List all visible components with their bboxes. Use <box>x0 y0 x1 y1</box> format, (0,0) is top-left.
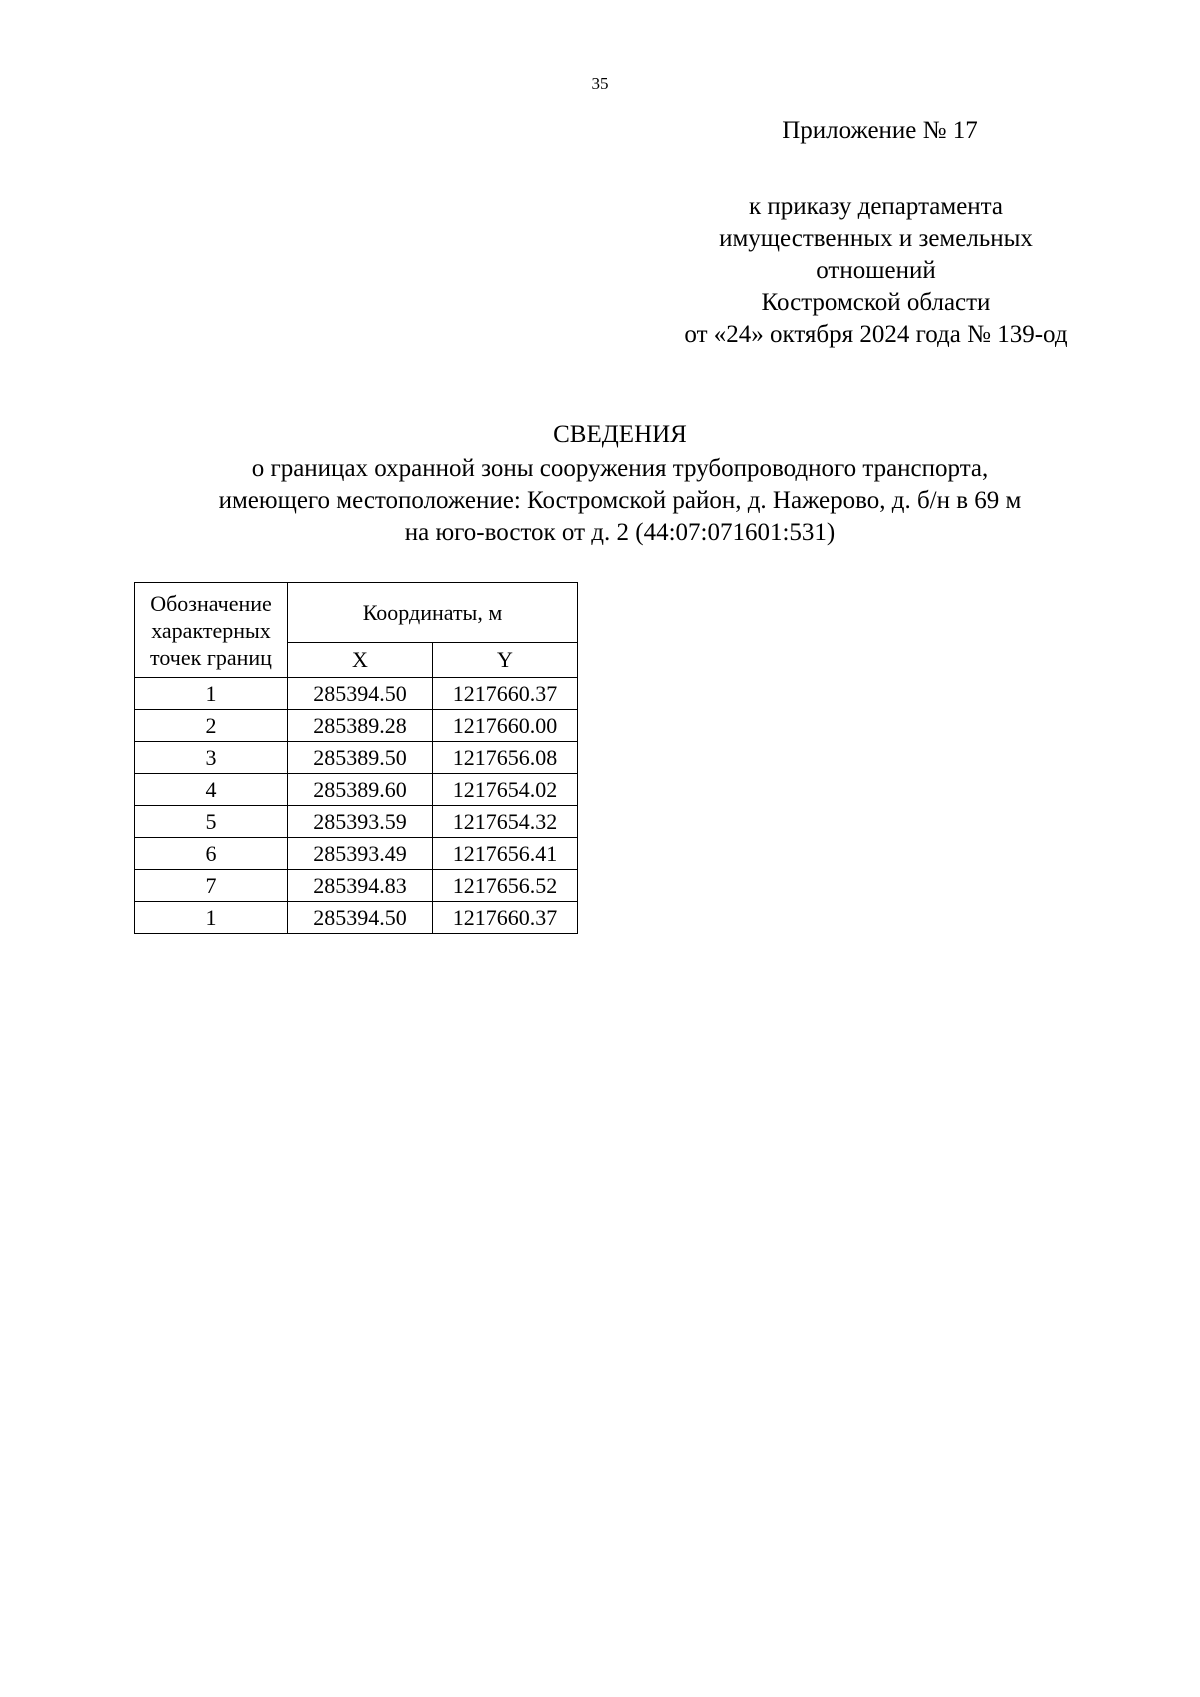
cell-y: 1217660.00 <box>433 710 578 742</box>
cell-point: 5 <box>135 806 288 838</box>
table-row <box>135 838 578 870</box>
subtitle-line: имеющего местоположение: Костромской район, д. Нажерово, д. б/н в 69 м <box>218 487 1022 514</box>
page-number: 35 <box>591 74 609 93</box>
cell-point: 1 <box>135 678 288 710</box>
document-title: СВЕДЕНИЯ <box>553 421 687 448</box>
cell-x: 285389.50 <box>288 742 433 774</box>
cell-point: 4 <box>135 774 288 806</box>
coordinates-table <box>134 582 578 934</box>
cell-y: 1217654.02 <box>433 774 578 806</box>
cell-y: 1217660.37 <box>433 902 578 934</box>
table-row <box>135 742 578 774</box>
order-line: имущественных и земельных <box>719 225 1033 252</box>
cell-y: 1217654.32 <box>433 806 578 838</box>
cell-point: 7 <box>135 870 288 902</box>
table-row <box>135 806 578 838</box>
cell-x: 285389.60 <box>288 774 433 806</box>
header-y: Y <box>433 643 578 678</box>
cell-y: 1217656.08 <box>433 742 578 774</box>
cell-x: 285389.28 <box>288 710 433 742</box>
table-row <box>135 774 578 806</box>
cell-y: 1217660.37 <box>433 678 578 710</box>
cell-x: 285393.49 <box>288 838 433 870</box>
cell-x: 285394.50 <box>288 902 433 934</box>
header-point-label-line: характерных <box>151 617 271 643</box>
cell-y: 1217656.41 <box>433 838 578 870</box>
table-row <box>135 710 578 742</box>
table-header <box>135 583 578 678</box>
document-subtitle <box>100 453 1140 549</box>
order-line: от «24» октября 2024 года № 139-од <box>684 321 1068 348</box>
cell-x: 285394.50 <box>288 678 433 710</box>
subtitle-line: на юго-восток от д. 2 (44:07:071601:531) <box>404 519 836 546</box>
header-x: X <box>288 643 433 678</box>
table-row <box>135 902 578 934</box>
order-reference <box>600 191 1152 351</box>
cell-point: 1 <box>135 902 288 934</box>
cell-point: 3 <box>135 742 288 774</box>
header-point-label-line: точек границ <box>150 644 272 670</box>
order-line: Костромской области <box>761 289 991 316</box>
table-row <box>135 870 578 902</box>
table-row <box>135 678 578 710</box>
cell-point: 6 <box>135 838 288 870</box>
appendix-title: Приложение № 17 <box>782 117 978 144</box>
order-line: отношений <box>816 257 936 284</box>
cell-y: 1217656.52 <box>433 870 578 902</box>
table-body <box>135 678 578 934</box>
subtitle-line: о границах охранной зоны сооружения трубопроводного транспорта, <box>251 455 989 482</box>
cell-x: 285394.83 <box>288 870 433 902</box>
order-line: к приказу департамента <box>748 193 1004 220</box>
header-coordinates: Координаты, м <box>288 583 578 643</box>
header-point-label-line: Обозначение <box>150 590 272 616</box>
cell-x: 285393.59 <box>288 806 433 838</box>
cell-point: 2 <box>135 710 288 742</box>
header-point-label <box>135 583 288 678</box>
